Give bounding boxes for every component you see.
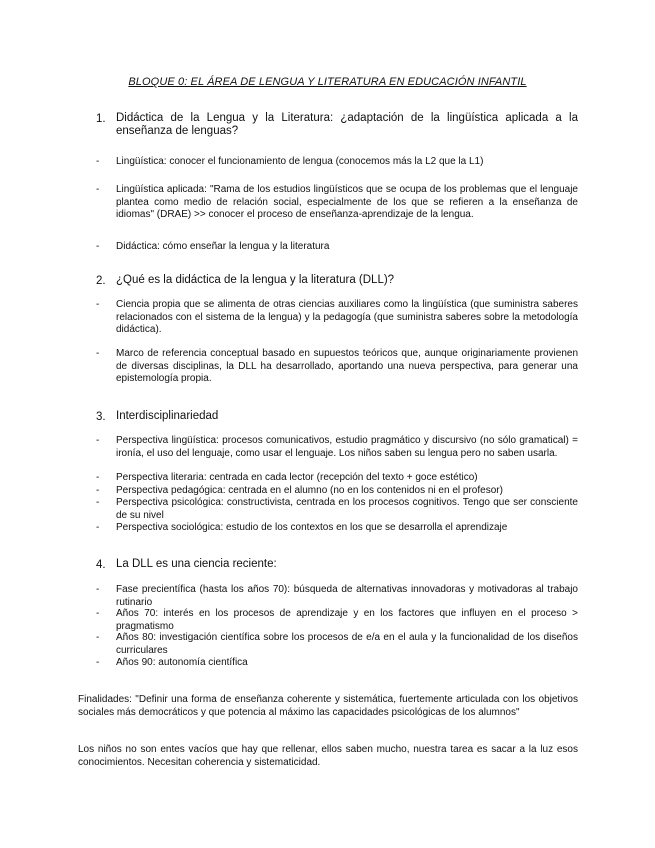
section-4-item-1: Fase precientífica (hasta los años 70): búsqueda de alternativas innovadoras y motivadoras al trabajo rutinario [116, 584, 578, 608]
section-4-heading: La DLL es una ciencia reciente: [116, 558, 277, 570]
bullet-dash: - [96, 657, 100, 668]
bullet-dash: - [96, 348, 100, 359]
section-3-item-5: Perspectiva sociológica: estudio de los contextos en los que se desarrolla el aprendizaje [116, 522, 508, 533]
section-4-item-4: Años 90: autonomía científica [116, 657, 248, 668]
bullet-dash: - [96, 435, 100, 446]
bullet-dash: - [96, 299, 100, 310]
bullet-dash: - [96, 485, 100, 496]
section-4-item-2: Años 70: interés en los procesos de aprendizaje y en los factores que influyen en el proceso > pragmatismo [116, 608, 578, 632]
section-2-item-1: Ciencia propia que se alimenta de otras ciencias auxiliares como la lingüística (que suministra saberes relacionados con el sistema de la lengua) y la pedagogía (que suministra saberes sobre la metodología didáctica). [116, 299, 578, 335]
bullet-dash: - [96, 497, 100, 508]
section-2-item-2: Marco de referencia conceptual basado en supuestos teóricos que, aunque originariamente provienen de diversas disciplinas, la DLL ha desarrollado, aportando una nueva perspectiva, para generar una epistemología propia. [116, 348, 578, 384]
section-4-item-3: Años 80: investigación científica sobre los procesos de e/a en el aula y la funcionalidad de los diseños curriculares [116, 632, 578, 656]
bullet-dash: - [96, 184, 100, 195]
section-3-number: 3. [96, 411, 106, 423]
bullet-dash: - [96, 584, 100, 595]
section-1-number: 1. [96, 113, 106, 125]
page-title: BLOQUE 0: EL ÁREA DE LENGUA Y LITERATURA EN EDUCACIÓN INFANTIL [128, 76, 527, 88]
section-1-item-3: Didáctica: cómo enseñar la lengua y la literatura [116, 241, 330, 252]
section-3-heading: Interdisciplinariedad [116, 410, 219, 422]
section-1-item-1: Lingüística: conocer el funcionamiento de lengua (conocemos más la L2 que la L1) [116, 156, 484, 167]
section-2-number: 2. [96, 275, 106, 287]
bullet-dash: - [96, 608, 100, 619]
finalidades-paragraph: Finalidades: "Definir una forma de enseñanza coherente y sistemática, fuertemente articulada con los objetivos sociales más democráticos y que potencia al máximo las capacidades psicológicas de los alumnos" [78, 694, 578, 718]
section-2-heading: ¿Qué es la didáctica de la lengua y la literatura (DLL)? [116, 274, 395, 286]
section-3-item-2: Perspectiva literaria: centrada en cada lector (recepción del texto + goce estético) [116, 472, 478, 483]
bullet-dash: - [96, 522, 100, 533]
section-3-item-3: Perspectiva pedagógica: centrada en el alumno (no en los contenidos ni en el profesor) [116, 485, 503, 496]
closing-paragraph: Los niños no son entes vacíos que hay que rellenar, ellos saben mucho, nuestra tarea es sacar a la luz esos conocimientos. Necesitan coherencia y sistematicidad. [78, 744, 578, 768]
bullet-dash: - [96, 472, 100, 483]
section-3-item-4: Perspectiva psicológica: constructivista, centrada en los procesos cognitivos. Tengo que ser consciente de su nivel [116, 497, 578, 521]
section-1-item-2: Lingüística aplicada: "Rama de los estudios lingüísticos que se ocupa de los problemas que el lenguaje plantea como medio de relación social, especialmente de los que se refieren a la enseñanza de idiomas" (DRAE) >> conocer el proceso de enseñanza-aprendizaje de la lengua. [116, 184, 578, 220]
bullet-dash: - [96, 632, 100, 643]
section-3-item-1: Perspectiva lingüística: procesos comunicativos, estudio pragmático y discursivo (no sólo gramatical) = ironía, el uso del lenguaje, como usar el lenguaje. Los niños saben su lengua pero no saben usarla. [116, 435, 578, 459]
section-1-heading: Didáctica de la Lengua y la Literatura: ¿adaptación de la lingüística aplicada a la enseñanza de lenguas? [116, 112, 578, 137]
bullet-dash: - [96, 156, 100, 167]
bullet-dash: - [96, 241, 100, 252]
section-4-number: 4. [96, 559, 106, 571]
